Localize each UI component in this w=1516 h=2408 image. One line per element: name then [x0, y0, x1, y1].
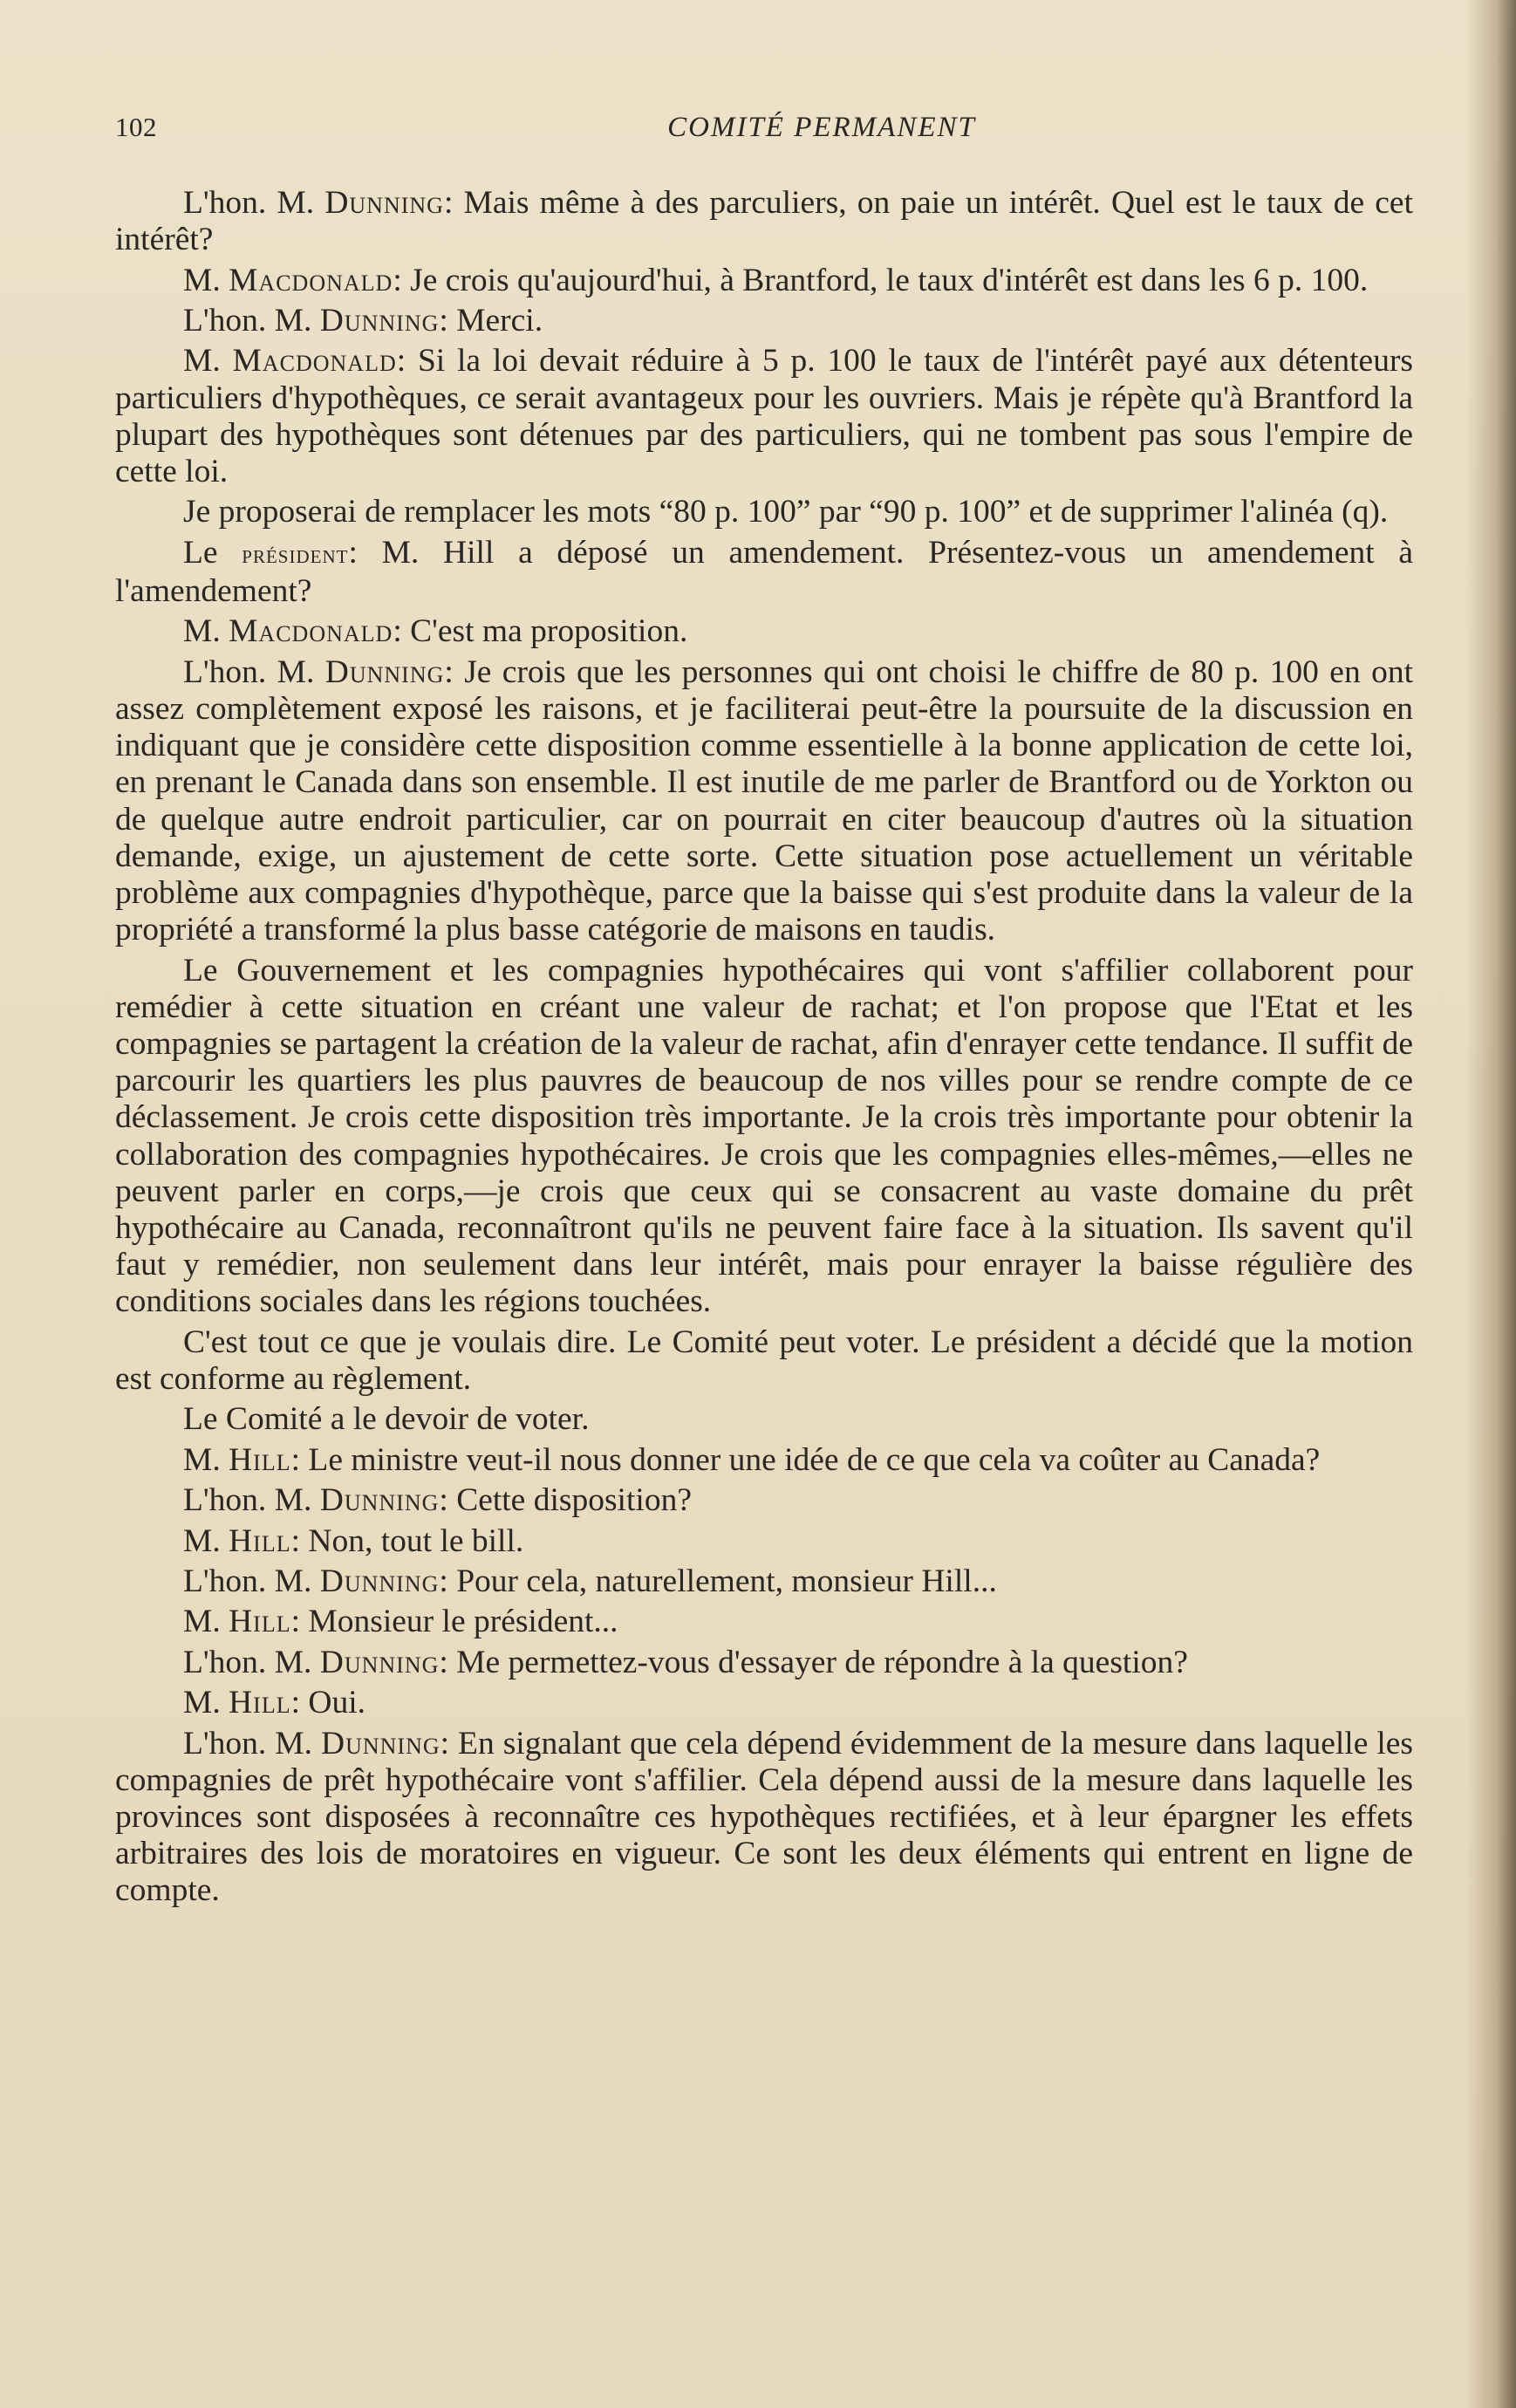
paragraph	[115, 535, 1413, 610]
speaker-separator: :	[443, 185, 464, 221]
paragraph-text: En signalant que cela dépend évidemment de la mesure dans laquelle les compagnies de prêt hypothécaire vont s'affilier. Cela dépend aussi de la mesure dans laquelle les provinces sont disposées à reconnaître ces hypothèques rectifiées, et à leur épargner les effets arbitraires des lois de moratoires en vigueur. Ce sont les deux éléments qui entrent en ligne de compte.	[115, 1725, 1413, 1909]
speaker-prefix: L'hon. M.	[183, 653, 325, 690]
paragraph-text: M. Hill a déposé un amendement. Présentez-vous un amendement à l'amendement?	[115, 534, 1413, 609]
speaker-name: Hill	[229, 1522, 291, 1559]
speaker-name: Dunning	[319, 1482, 440, 1519]
speaker-prefix: M.	[183, 1522, 229, 1559]
speaker-separator: :	[290, 1441, 309, 1478]
paragraph-text: Je crois que les personnes qui ont choisi le chiffre de 80 p. 100 en ont assez complètement exposé les raisons, et je faciliterai peut-être la poursuite de la discussion en indiquant que je considère cette disposition comme essentielle à la bonne application de cette loi, en prenant le Canada dans son ensemble. Il est inutile de me parler de Brantford ou de Yorkton ou de quelque autre endroit particulier, car on pourrait en citer beaucoup d'autres où la situation demande, exige, un ajustement de cette sorte. Cette situation pose actuellement un véritable problème aux compagnies d'hypothèque, parce que la baisse qui s'est produite dans la valeur de la propriété a transformé la plus basse catégorie de maisons en taudis.	[115, 653, 1413, 948]
speaker-prefix: M.	[183, 1441, 229, 1478]
paragraph-text: Le ministre veut-il nous donner une idée de ce que cela va coûter au Canada?	[308, 1441, 1321, 1478]
paragraph-text: Oui.	[308, 1685, 366, 1721]
speaker-name: Macdonald	[229, 613, 393, 650]
speaker-prefix: M.	[183, 1685, 229, 1721]
paragraph	[115, 1324, 1413, 1398]
speaker-name: Dunning	[324, 185, 444, 221]
speaker-separator: :	[439, 1563, 457, 1599]
paragraph	[115, 303, 1413, 339]
paragraph	[115, 953, 1413, 1321]
speaker-separator: :	[396, 343, 418, 380]
speaker-prefix: L'hon. M.	[183, 302, 320, 339]
paragraph	[115, 1645, 1413, 1681]
paragraph-text: Le Gouvernement et les compagnies hypothécaires qui vont s'affilier collaborent pour remédier à cette situation en créant une valeur de rachat; et l'on propose que l'Etat et les compagnies se partagent la création de la valeur de rachat, afin d'enrayer cette tendance. Il suffit de parcourir les quartiers les plus pauvres de beaucoup de nos villes pour se rendre compte de ce déclassement. Je crois cette disposition très importante. Je la crois très importante pour obtenir la collaboration des compagnies hypothécaires. Je crois que les compagnies elles-mêmes,—elles ne peuvent parler en corps,—je crois que ceux qui se consacrent au vaste domaine du prêt hypothécaire au Canada, reconnaîtront qu'ils ne peuvent faire face à la situation. Ils savent qu'il faut y remédier, non seulement dans leur intérêt, mais pour enrayer la baisse régulière des conditions sociales dans les régions touchées.	[115, 952, 1413, 1320]
speaker-separator: :	[440, 1725, 459, 1762]
speaker-separator: :	[439, 302, 457, 339]
paragraph-text: Monsieur le président...	[308, 1604, 618, 1640]
speaker-prefix: L'hon. M.	[183, 1644, 320, 1680]
paragraph-text: Mais même à des parculiers, on paie un intérêt. Quel est le taux de cet intérêt?	[115, 185, 1413, 258]
paragraph	[115, 343, 1413, 490]
speaker-name: Hill	[229, 1604, 291, 1640]
speaker-prefix: L'hon. M.	[183, 185, 325, 221]
paragraph	[115, 263, 1413, 299]
speaker-separator: :	[439, 1644, 457, 1680]
paragraph	[115, 1563, 1413, 1600]
paragraph	[115, 185, 1413, 258]
paragraph	[115, 1604, 1413, 1640]
paragraph-text: C'est tout ce que je voulais dire. Le Comité peut voter. Le président a décidé que la motion est conforme au règlement.	[115, 1324, 1413, 1397]
speaker-separator: :	[348, 534, 382, 571]
speaker-prefix: L'hon. M.	[183, 1482, 320, 1519]
paragraph-text: Je proposerai de remplacer les mots “80 p. 100” par “90 p. 100” et de supprimer l'alinéa (q).	[183, 494, 1389, 530]
speaker-separator: :	[290, 1522, 309, 1559]
transcript-body	[115, 185, 1413, 1913]
paragraph	[115, 1482, 1413, 1519]
speaker-prefix: M.	[183, 1604, 229, 1640]
paragraph	[115, 1726, 1413, 1910]
speaker-prefix: M.	[183, 613, 229, 650]
speaker-name: Hill	[229, 1441, 291, 1478]
page-header	[115, 112, 1406, 155]
paragraph-text: Le Comité a le devoir de voter.	[183, 1401, 590, 1438]
speaker-separator: :	[444, 653, 465, 690]
speaker-separator: :	[439, 1482, 457, 1519]
paragraph-text: Non, tout le bill.	[308, 1522, 524, 1559]
speaker-prefix: M.	[183, 262, 229, 298]
speaker-name: Macdonald	[232, 343, 397, 380]
paragraph-text: Je crois qu'aujourd'hui, à Brantford, le taux d'intérêt est dans les 6 p. 100.	[410, 262, 1369, 298]
speaker-name: Dunning	[319, 1644, 440, 1680]
paragraph-text: C'est ma proposition.	[410, 613, 688, 650]
running-head: COMITÉ PERMANENT	[667, 112, 976, 143]
paragraph-text: Pour cela, naturellement, monsieur Hill...	[456, 1563, 997, 1599]
paragraph-text: Merci.	[456, 302, 543, 339]
speaker-separator: :	[290, 1685, 309, 1721]
paragraph	[115, 494, 1413, 530]
speaker-prefix: M.	[183, 343, 233, 380]
speaker-name: Dunning	[319, 1563, 440, 1599]
speaker-separator: :	[393, 262, 411, 298]
paragraph-text: Si la loi devait réduire à 5 p. 100 le taux de l'intérêt payé aux détenteurs particuliers d'hypothèques, ce serait avantageux pour les ouvriers. Mais je répète qu'à Brantford la plupart des hypothèques sont détenues par des particuliers, qui ne tombent pas sous l'empire de cette loi.	[115, 343, 1414, 489]
speaker-prefix: Le	[183, 534, 242, 571]
paragraph	[115, 1523, 1413, 1560]
speaker-name: Hill	[229, 1685, 291, 1721]
speaker-name: président	[242, 539, 349, 569]
speaker-name: Dunning	[321, 1725, 440, 1762]
paragraph	[115, 613, 1413, 650]
paragraph-text: Me permettez-vous d'essayer de répondre à la question?	[456, 1644, 1188, 1680]
speaker-prefix: L'hon. M.	[183, 1725, 321, 1762]
paragraph-text: Cette disposition?	[456, 1482, 692, 1519]
speaker-name: Macdonald	[229, 262, 393, 298]
speaker-name: Dunning	[319, 302, 440, 339]
paragraph	[115, 1685, 1413, 1721]
page-number: 102	[115, 112, 157, 142]
speaker-prefix: L'hon. M.	[183, 1563, 320, 1599]
paragraph	[115, 1442, 1413, 1479]
paragraph	[115, 654, 1413, 949]
speaker-name: Dunning	[324, 653, 445, 690]
speaker-separator: :	[393, 613, 411, 650]
speaker-separator: :	[290, 1604, 309, 1640]
paragraph	[115, 1401, 1413, 1438]
